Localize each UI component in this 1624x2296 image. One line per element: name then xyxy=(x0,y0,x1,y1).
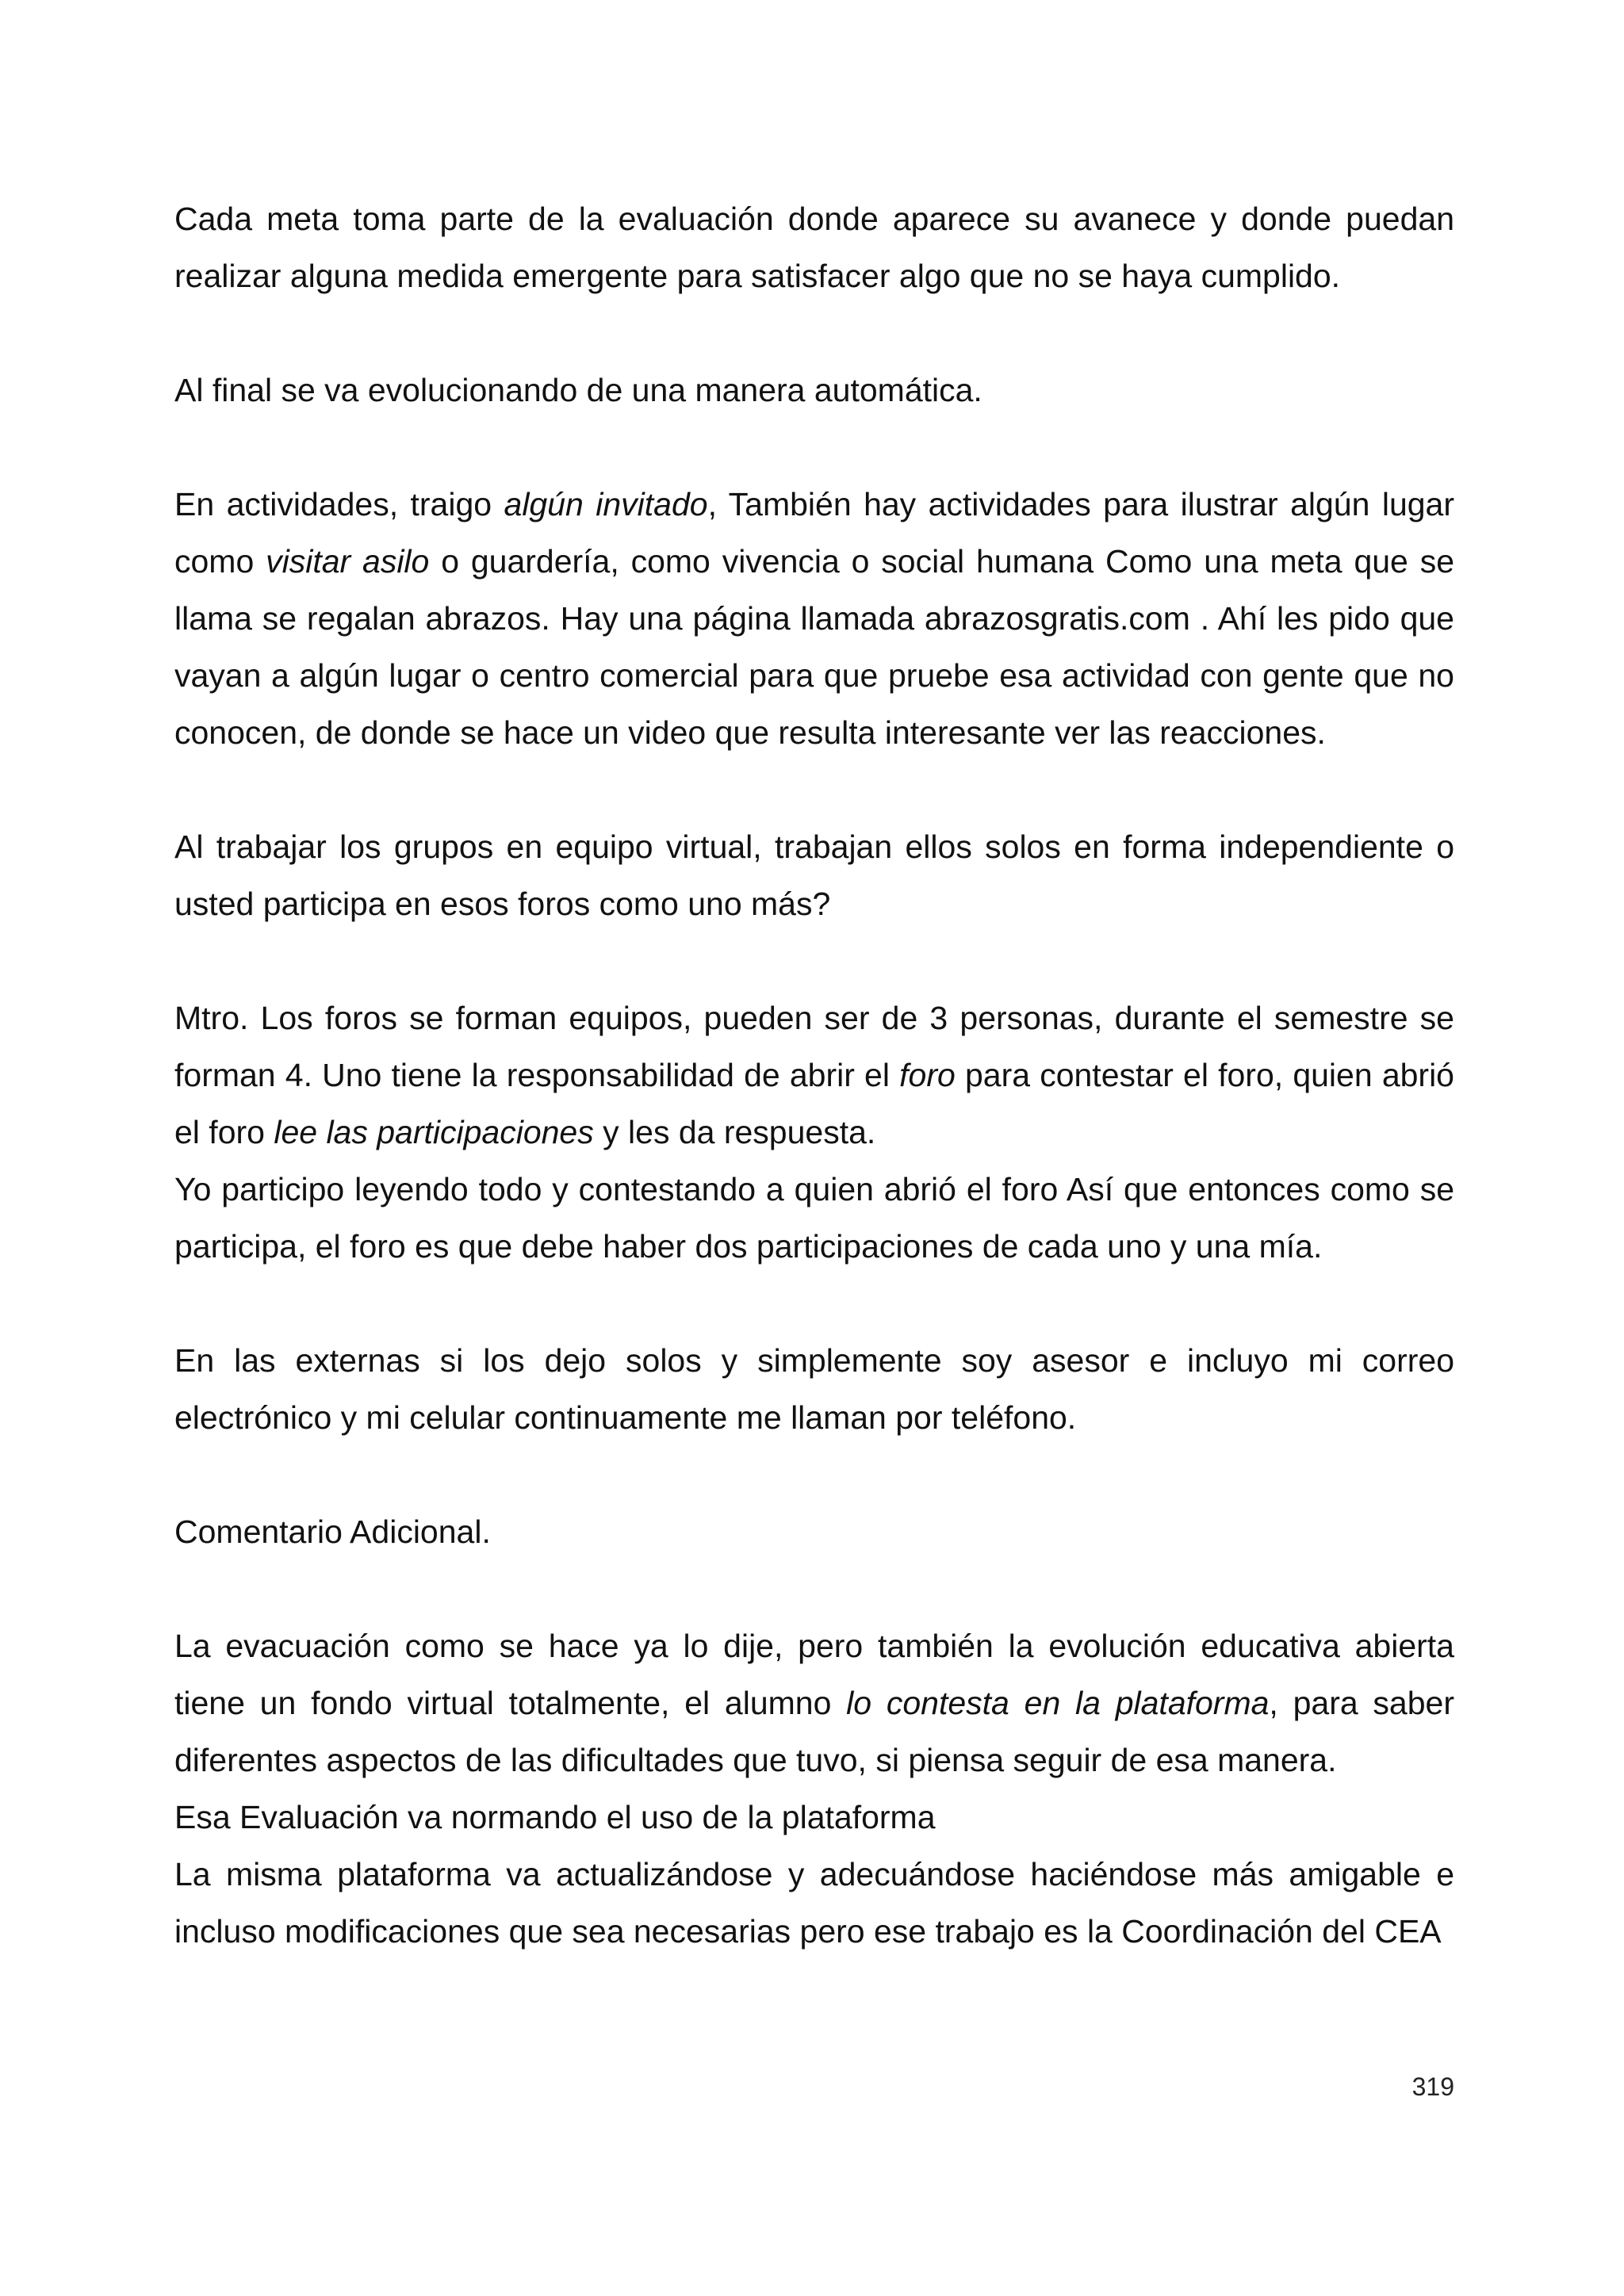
paragraph-3-text-a: En actividades, traigo xyxy=(174,486,504,522)
paragraph-5-italic-a: foro xyxy=(899,1057,956,1093)
paragraph-8 xyxy=(174,1503,1454,1560)
paragraph-3 xyxy=(174,476,1454,761)
paragraph-3-italic-b: visitar asilo xyxy=(266,543,430,580)
paragraph-6-text: Yo participo leyendo todo y contestando a quien abrió el foro Así que entonces como se participa, el foro es que debe haber dos participaciones de cada uno y una mía. xyxy=(174,1171,1454,1265)
paragraph-4-text: Al trabajar los grupos en equipo virtual, trabajan ellos solos en forma independiente o usted participa en esos foros como uno más? xyxy=(174,828,1454,922)
paragraph-5-italic-b: lee las participaciones xyxy=(274,1114,594,1150)
paragraph-1 xyxy=(174,190,1454,304)
paragraph-6 xyxy=(174,1161,1454,1275)
paragraph-10 xyxy=(174,1789,1454,1846)
paragraph-9 xyxy=(174,1617,1454,1789)
paragraph-8-text: Comentario Adicional. xyxy=(174,1513,491,1550)
paragraph-5-text-c: y les da respuesta. xyxy=(593,1114,876,1150)
paragraph-2-text: Al final se va evolucionando de una manera automática. xyxy=(174,372,982,408)
paragraph-2 xyxy=(174,362,1454,419)
paragraph-5-text-b: para contestar el foro, quien abrió el foro xyxy=(174,1057,1454,1150)
paragraph-11-text: La misma plataforma va actualizándose y adecuándose haciéndose más amigable e incluso modificaciones que sea necesarias pero ese trabajo es la Coordinación del CEA xyxy=(174,1856,1454,1950)
paragraph-5 xyxy=(174,989,1454,1161)
paragraph-3-italic-a: algún invitado xyxy=(504,486,708,522)
paragraph-5-text-a: Mtro. Los foros se forman equipos, pueden ser de 3 personas, durante el semestre se forman 4. Uno tiene la responsabilidad de abrir el xyxy=(174,1000,1454,1093)
paragraph-4 xyxy=(174,818,1454,932)
page-number: 319 xyxy=(1411,2072,1454,2101)
paragraph-7 xyxy=(174,1332,1454,1446)
paragraph-3-text-c: o guardería, como vivencia o social humana Como una meta que se llama se regalan abrazos. Hay una página llamada abrazosgratis.com . Ahí les pido que vayan a algún lugar o centro comercial para que pruebe esa actividad con gente que no conocen, de donde se hace un video que resulta interesante ver las reacciones. xyxy=(174,543,1454,751)
paragraph-3-text-b: , También hay actividades para ilustrar algún lugar como xyxy=(174,486,1455,580)
paragraph-9-italic-a: lo contesta en la plataforma xyxy=(846,1685,1270,1721)
paragraph-9-text-a: La evacuación como se hace ya lo dije, pero también la evolución educativa abierta tiene un fondo virtual totalmente, el alumno xyxy=(174,1628,1454,1721)
paragraph-1-text: Cada meta toma parte de la evaluación donde aparece su avanece y donde puedan realizar alguna medida emergente para satisfacer algo que no se haya cumplido. xyxy=(174,201,1454,294)
document-body xyxy=(174,190,1454,1960)
paragraph-9-text-b: , para saber diferentes aspectos de las dificultades que tuvo, si piensa seguir de esa manera. xyxy=(174,1685,1454,1778)
paragraph-11 xyxy=(174,1846,1454,1960)
paragraph-7-text: En las externas si los dejo solos y simplemente soy asesor e incluyo mi correo electrónico y mi celular continuamente me llaman por teléfono. xyxy=(174,1342,1454,1436)
paragraph-10-text: Esa Evaluación va normando el uso de la plataforma xyxy=(174,1799,936,1835)
